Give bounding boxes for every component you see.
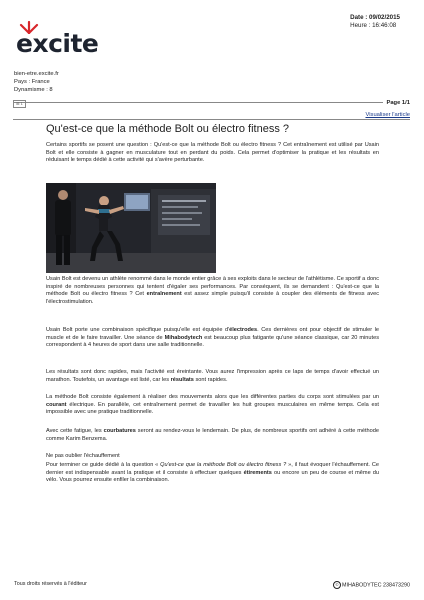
paragraph-text: », il faut évoquer l'échauffement. Ce dernier est indispensable avant la pratique et il consiste à effectuer quelques — [46, 462, 379, 476]
emphasis-etirements: étirements — [243, 469, 272, 476]
paragraph-combinaison — [46, 327, 379, 350]
site-name: bien-etre.excite.fr — [14, 71, 59, 77]
paragraph-text: . Ces dernières ont pour objectif de stimuler le muscle et de le faire travailler. Une séance de — [46, 327, 379, 341]
article-title: Qu'est-ce que la méthode Bolt ou électro fitness ? — [46, 123, 290, 135]
paragraph-text: sont rapides. — [193, 376, 228, 383]
header-divider — [13, 119, 410, 120]
dynamism: Dynamisme : 8 — [14, 87, 53, 93]
paragraph-text: Usain Bolt est devenu un athlète renommé dans le monde entier grâce à ses exploits dans le secteur de l'athlétisme. Ce sportif a donc inspiré de nombreuses personnes qui tentent d'égaler ses performances. Par conséquent, ils se demandent : Qu'est-ce que la méthode Bolt ou électro fitness ? Cet — [46, 276, 379, 298]
emphasis-courbatures: courbatures — [103, 428, 136, 434]
emphasis-resultats: résultats — [170, 376, 194, 383]
paragraph-methode — [46, 394, 379, 417]
page-box-icon: ⊞ 1 — [13, 100, 26, 108]
emphasis-question: Qu'est-ce que la méthode Bolt ou électro fitness ? — [160, 462, 287, 468]
paragraph-text: Pour terminer ce guide dédié à la question « — [46, 462, 161, 468]
paragraph-text: est beaucoup plus fatigante qu'une séance classique, car 20 minutes correspondent à 4 heures de sport dans une salle traditionnelle. — [46, 334, 379, 349]
paragraph-resultats — [46, 369, 379, 384]
section-subheading: Ne pas oublier l'échauffement — [46, 453, 120, 459]
emphasis-courant: courant — [46, 401, 67, 408]
emphasis-electrodes: électrodes — [229, 327, 258, 333]
time-label: Heure : 16:46:08 — [350, 22, 397, 29]
emphasis-mihabodytech: Mihabodytech — [164, 334, 203, 341]
emphasis-entrainement: entraînement — [146, 291, 182, 298]
paragraph-text: seront au rendez-vous le lendemain. De plus, de nombreux sportifs ont adhéré à cette méthode comme Karim Benzema. — [46, 428, 379, 442]
paragraph-text: est assez simple puisqu'il consiste à coupler des éléments de fitness avec l'électrostimulation. — [46, 291, 379, 305]
paragraph-text: Usain Bolt porte une combinaison spécifique puisqu'elle est équipée d' — [46, 327, 230, 333]
source-meta — [14, 70, 59, 94]
paragraph-usain-bolt — [46, 276, 379, 306]
paragraph-text: électrique. En parallèle, cet entraînement permet de travailler les huit groupes musculaires en même temps. Cela est impossible avec une pratique traditionnelle. — [46, 401, 379, 416]
copyright-icon: © — [333, 581, 341, 589]
excite-logo — [14, 18, 110, 62]
page-number: Page 1/1 — [383, 100, 410, 106]
date-label: Date : 09/02/2015 — [350, 14, 400, 21]
paragraph-courbatures — [46, 428, 379, 443]
footer-code-text: MIHABODYTEC 238473290 — [341, 582, 410, 589]
paragraph-echauffement — [46, 462, 379, 485]
logo-text: excite — [16, 29, 99, 58]
paragraph-text: La méthode Bolt consiste également à réaliser des mouvements alors que les différentes parties du corps sont stimulées par un — [46, 394, 379, 400]
gym-scene-image — [46, 183, 216, 273]
footer-code — [333, 581, 410, 589]
rights-notice: Tous droits réservés à l'éditeur — [14, 581, 87, 587]
paragraph-text: Avec cette fatigue, les — [46, 428, 104, 434]
paragraph-text: ou encore un peu de course et même du vélo. Vous pourrez ensuite enfiler la combinaison. — [46, 469, 380, 484]
country: Pays : France — [14, 79, 50, 85]
view-article-link[interactable]: Visualiser l'article — [365, 112, 410, 118]
top-divider — [13, 102, 410, 103]
article-photo — [46, 183, 216, 273]
date-block — [350, 14, 400, 30]
paragraph-intro: Certains sportifs se posent une question : Qu'est-ce que la méthode Bolt ou électro fitness ? Cet entraînement est utilisé par Usain Bolt et elle consiste à gagner en musculature tout en perdant du poids. Cela permet d'optimiser la pratique et les résultats en réduisant le temps dédié à cette activité qui s'avère perturbante. — [46, 142, 379, 164]
paragraph-text: Les résultats sont donc rapides, mais l'activité est éreintante. Vous aurez l'impression après ce laps de temps d'avoir effectué un marathon. Toutefois, un avantage est listé, car les — [46, 369, 379, 383]
